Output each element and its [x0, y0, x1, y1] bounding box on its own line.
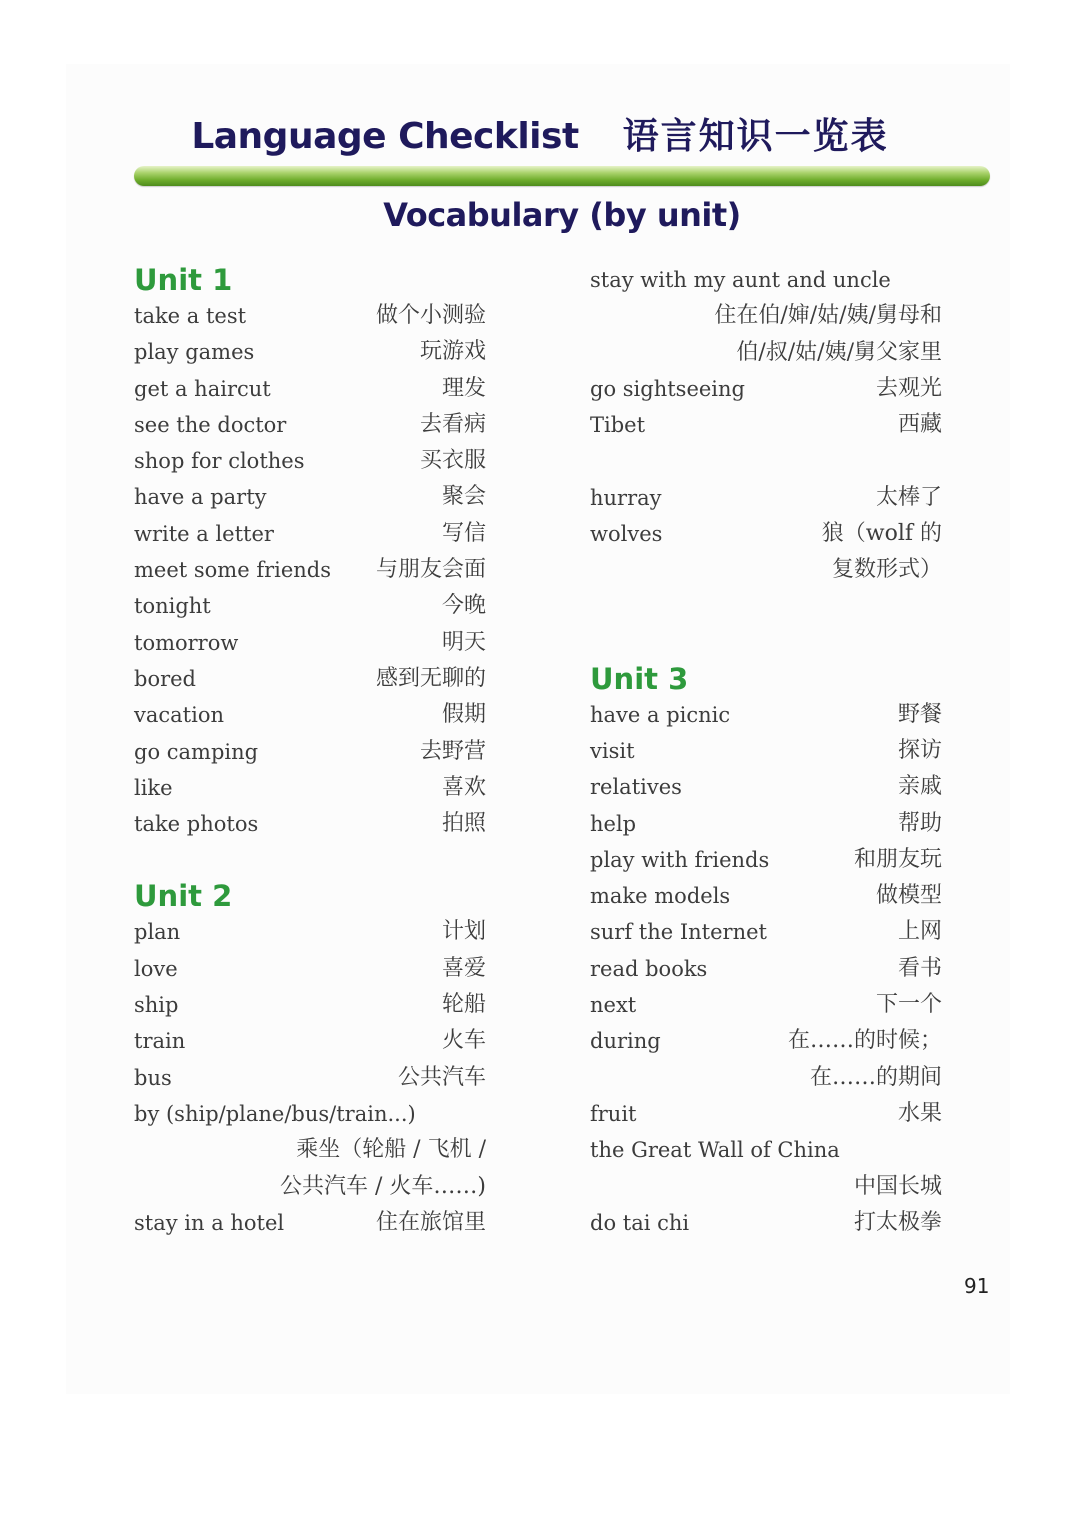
unit-2-continued-list — [590, 262, 942, 589]
vocab-english: help — [590, 811, 637, 836]
vocab-row — [590, 1205, 942, 1241]
spacer — [590, 589, 942, 625]
vocab-row — [590, 733, 942, 769]
vocab-english: visit — [590, 738, 635, 763]
vocab-chinese: 在……的期间 — [809, 1064, 942, 1090]
vocab-row — [590, 878, 942, 914]
title-divider-bar — [134, 166, 990, 186]
vocab-english: have a picnic — [590, 702, 731, 727]
vocab-row — [590, 769, 942, 805]
vocab-chinese: 计划 — [441, 919, 486, 945]
vocab-english: train — [134, 1029, 186, 1054]
vocab-english: read books — [590, 956, 708, 981]
vocab-english: love — [134, 956, 178, 981]
vocab-row — [134, 1132, 486, 1168]
vocab-row — [134, 1023, 486, 1059]
vocab-chinese: 野餐 — [897, 701, 942, 727]
vocab-chinese: 帮助 — [897, 810, 942, 836]
vocab-row — [590, 1023, 942, 1059]
vocab-row — [590, 407, 942, 443]
vocab-row — [590, 914, 942, 950]
vocab-english: bored — [134, 666, 196, 691]
vocab-row — [134, 697, 486, 733]
unit-2-list — [134, 914, 486, 1241]
vocab-chinese: 去观光 — [875, 375, 942, 401]
title-chinese: 语言知识一览表 — [622, 115, 889, 157]
vocab-chinese: 理发 — [441, 375, 486, 401]
vocab-english: next — [590, 993, 637, 1018]
vocab-chinese: 写信 — [441, 520, 486, 546]
vocab-english: tomorrow — [134, 630, 239, 655]
vocab-row — [134, 806, 486, 842]
vocab-row — [590, 1060, 942, 1096]
vocab-english: like — [134, 775, 173, 800]
vocab-english: see the doctor — [134, 412, 287, 437]
vocab-english: by (ship/plane/bus/train...) — [134, 1101, 416, 1126]
section-subtitle: Vocabulary (by unit) — [383, 196, 741, 234]
vocab-row — [134, 661, 486, 697]
vocab-row — [134, 734, 486, 770]
spacer — [590, 625, 942, 661]
left-column — [134, 262, 486, 1241]
vocab-row — [134, 371, 486, 407]
vocab-chinese: 看书 — [897, 955, 942, 981]
vocab-english: stay in a hotel — [134, 1210, 285, 1235]
vocab-row — [134, 516, 486, 552]
vocab-row — [134, 334, 486, 370]
vocab-chinese: 下一个 — [875, 992, 942, 1018]
vocab-row — [590, 697, 942, 733]
vocab-english: bus — [134, 1065, 172, 1090]
vocab-chinese: 玩游戏 — [419, 339, 486, 365]
vocab-chinese: 喜欢 — [441, 774, 486, 800]
vocab-chinese: 拍照 — [441, 811, 486, 837]
vocab-row — [590, 298, 942, 334]
vocab-chinese: 复数形式） — [831, 557, 942, 583]
vocab-chinese: 和朋友玩 — [853, 846, 942, 872]
vocab-row — [134, 625, 486, 661]
vocab-english: Tibet — [590, 413, 646, 438]
vocab-chinese: 买衣服 — [419, 448, 486, 474]
title-english: Language Checklist — [191, 116, 579, 157]
unit-3-heading: Unit 3 — [590, 661, 689, 696]
vocab-english: during — [590, 1029, 661, 1054]
vocab-chinese: 公共汽车 / 火车……) — [280, 1173, 486, 1199]
vocab-english: make models — [590, 884, 731, 909]
vocab-english: do tai chi — [590, 1210, 690, 1235]
vocab-row — [134, 987, 486, 1023]
vocab-row — [134, 552, 486, 588]
vocab-row — [590, 842, 942, 878]
vocab-chinese: 中国长城 — [853, 1173, 942, 1199]
vocab-chinese: 喜爱 — [441, 955, 486, 981]
vocab-english: vacation — [134, 703, 224, 728]
vocab-row — [590, 480, 942, 516]
vocab-row — [134, 1096, 486, 1132]
vocab-chinese: 去野营 — [419, 738, 486, 764]
vocab-chinese: 公共汽车 — [397, 1064, 486, 1090]
vocab-chinese: 明天 — [441, 629, 486, 655]
vocab-row — [590, 987, 942, 1023]
vocab-english: shop for clothes — [134, 449, 305, 474]
vocab-chinese: 太棒了 — [875, 484, 942, 510]
vocab-row — [134, 298, 486, 334]
vocab-english: go sightseeing — [590, 376, 745, 401]
vocab-chinese: 感到无聊的 — [375, 665, 486, 691]
vocab-chinese: 上网 — [897, 919, 942, 945]
vocab-chinese: 在……的时候； — [787, 1028, 942, 1054]
vocab-row — [134, 479, 486, 515]
vocab-english: stay with my aunt and uncle — [590, 268, 891, 292]
vocab-chinese: 轮船 — [441, 992, 486, 1018]
vocab-english: the Great Wall of China — [590, 1138, 840, 1163]
vocab-chinese: 与朋友会面 — [375, 557, 486, 583]
vocab-english: play games — [134, 340, 255, 365]
vocab-english: fruit — [590, 1101, 637, 1126]
vocab-row — [134, 1060, 486, 1096]
vocab-row — [134, 951, 486, 987]
vocab-chinese: 伯/叔/姑/姨/舅父家里 — [736, 339, 942, 365]
vocab-chinese: 今晚 — [441, 593, 486, 619]
vocab-row — [134, 1169, 486, 1205]
page-title — [0, 108, 1080, 159]
vocab-row — [134, 588, 486, 624]
vocab-chinese: 聚会 — [441, 484, 486, 510]
vocab-row — [134, 407, 486, 443]
vocab-english: have a party — [134, 485, 267, 510]
vocab-english: hurray — [590, 485, 662, 510]
vocab-english: wolves — [590, 522, 663, 547]
spacer — [590, 443, 942, 479]
vocab-row — [590, 262, 942, 298]
vocab-english: tonight — [134, 594, 211, 619]
vocab-row — [590, 371, 942, 407]
vocab-chinese: 探访 — [897, 737, 942, 763]
vocab-row — [590, 951, 942, 987]
vocab-row — [134, 770, 486, 806]
vocab-chinese: 住在旅馆里 — [375, 1209, 486, 1235]
vocab-english: write a letter — [134, 521, 274, 546]
vocab-english: ship — [134, 993, 179, 1018]
vocab-english: play with friends — [590, 847, 770, 872]
vocab-row — [590, 335, 942, 371]
vocab-english: take photos — [134, 812, 259, 837]
vocab-chinese: 狼（wolf 的 — [821, 521, 942, 547]
page-number: 91 — [964, 1274, 990, 1298]
vocab-chinese: 乘坐（轮船 / 飞机 / — [296, 1137, 486, 1163]
vocab-chinese: 亲戚 — [897, 774, 942, 800]
unit-3-list — [590, 697, 942, 1241]
vocab-chinese: 做个小测验 — [375, 303, 486, 328]
unit-1-list — [134, 298, 486, 842]
vocab-english: get a haircut — [134, 376, 271, 401]
vocab-chinese: 西藏 — [897, 412, 942, 438]
right-column — [590, 262, 942, 1241]
vocab-row — [590, 1096, 942, 1132]
vocab-chinese: 打太极拳 — [853, 1209, 942, 1235]
vocab-chinese: 水果 — [897, 1100, 942, 1126]
vocab-chinese: 去看病 — [419, 411, 486, 437]
unit-2-heading: Unit 2 — [134, 879, 233, 914]
spacer — [134, 842, 486, 878]
vocab-english: take a test — [134, 304, 247, 328]
vocab-english: plan — [134, 920, 181, 945]
vocab-chinese: 火车 — [441, 1028, 486, 1054]
vocab-english: surf the Internet — [590, 920, 767, 945]
vocab-row — [134, 443, 486, 479]
vocab-row — [590, 552, 942, 588]
vocab-row — [590, 516, 942, 552]
unit-1-heading: Unit 1 — [134, 263, 233, 297]
vocab-chinese: 做模型 — [875, 883, 942, 909]
vocab-english: meet some friends — [134, 558, 332, 583]
vocab-row — [134, 1205, 486, 1241]
vocab-english: go camping — [134, 739, 259, 764]
vocab-english: relatives — [590, 775, 682, 800]
vocab-chinese: 住在伯/婶/姑/姨/舅母和 — [714, 303, 942, 329]
vocab-row — [134, 914, 486, 950]
vocab-row — [590, 806, 942, 842]
vocab-row — [590, 1169, 942, 1205]
vocab-chinese: 假期 — [441, 702, 486, 728]
vocab-row — [590, 1132, 942, 1168]
